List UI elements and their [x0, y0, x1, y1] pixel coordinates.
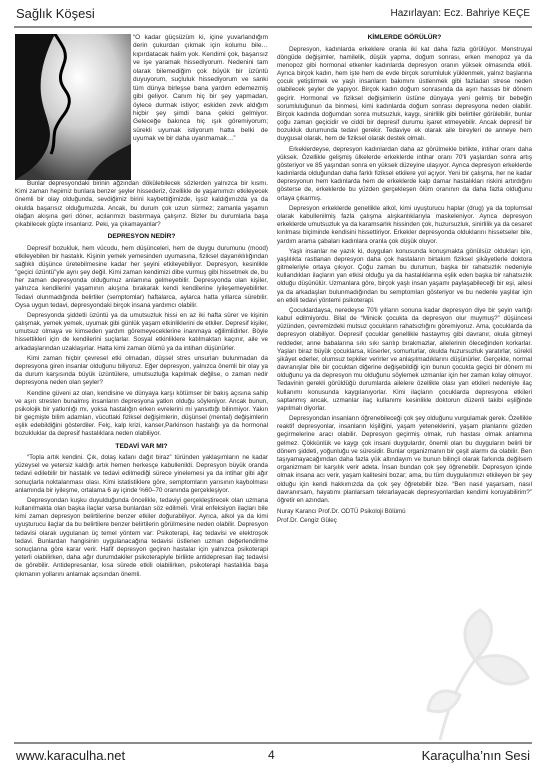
- left-column: [15, 34, 268, 581]
- paragraph: Kimi zaman hiçbir çevresel etki olmadan, düşsel stres unsurları bulunmadan da depresyona giren insanlar olduğunu biliyoruz. Eğer depresyon, yalnızca önemli bir olay ya da durum karşısında büyük üzüntülere, umutsuzluğa kapılmak değilse, o zaman nedir depresyona neden olan şeyler?: [15, 354, 268, 387]
- paragraph: Depresyonda şiddetli üzüntü ya da umutsuzluk hissi en az iki hafta sürer ve kişinin çalışmak, yemek yemek, uyumak gibi günlük yaşam etkinliklerini de etkiler. Depresif kişiler, umutsuz olmaya ve kimseden yardım göremeyeceklerine inanmaya eğilimlidirler. Böyle hissettikleri için de kendilerini suçlarlar. Sosyal etkinliklere katılmaktan kaçınır, aile ve arkadaşlarından uzaklaşırlar. Hatta kimi zaman ölümü ya da intiharı düşünürler.: [15, 311, 268, 352]
- page-footer: [0, 742, 546, 768]
- flower-watermark-icon: [400, 600, 546, 750]
- paragraph: Depresif bozukluk, hem vücudu, hem düşünceleri, hem de duygu durumunu (mood) etkileyebilen bir hastalık. Kişinin yemek yemesinden uyumasına, fiziksel dayanıklılığından sağlıklı düşünce üretebilmesine kadar her şeyini etkileyebiliyor. Depresyon, kesinlikle "geçici üzüntü"yle aynı şey değil. Kimi zaman kendimizi dibe vurmuş gibi hissetmek de, bu her zaman depresyonda olduğumuz anlamına gelmeyebilir. Depresyonda olan kişiler, yalnızca kendilerini yaşamının akışına bırakarak kendi kendilerine iyileşemeyebilirler. Tedavi olunmadığında belirtiler (semptomlar) haftalarca, aylarca hatta yıllarca sürebilir. Oysa uygun tedavi, depresyondaki birçok insana yardımcı olabilir.: [15, 244, 268, 309]
- page-number: 4: [268, 748, 275, 762]
- author-credit: Hazırlayan: Ecz. Bahriye KEÇE: [390, 8, 530, 19]
- heading-treatment: TEDAVİ VAR MI?: [115, 442, 168, 450]
- quote-figure: [15, 34, 268, 180]
- paragraph: Çocuklardaysa, neredeyse 70'li yılların sonuna kadar depresyon diye bir şeyin varlığı kabul edilmiyordu. Bilal de “Minicik çocukta da depresyon olur muymuş?” düşüncesi yüzünden, çevremizdeki mutsuz çocukların rahatsızlığını göremiyoruz. Ama, çocuklarda da depresyon olabiliyor. Depresif çocuklar genellikle hastaymış gibi davranır, okula gitmeyi reddeder, anne babalarına sıkı sıkı sarılıp bırakmazlar, ailelerinin öleceğinden korkarlar. Yaşları biraz büyük çocuklarsa, küserler, somurturlar, okulda huzursuzluk yaratırlar, sürekli şikâyet ederler, olumsuz tepkiler verirler ve anlaşılmadıklarını düşünürler. Gerçekte, normal davranışlar bile bir çocuktan diğerine değişebildiği için bunun çocukta geçici bir dönem mi olduğunu ya da depresyon mu olduğunu söylemek uzmanlar için her zaman kolay olmuyor. Tedavinin gerekli görüldüğü durumlarda ailelere özellikle olası yan etkileri nedeniyle ilaç kullanımı konusunda kaygılanıyorlar. Kimi ilaçların çocuklarda depresyona etkileri saptanmış ancak, uzmanlar ilaç kullanımı kesinlikle doktorun düzenli takibi eşliğinde yapılmalı diyorlar.: [277, 306, 532, 412]
- signature-block: [277, 508, 532, 525]
- heading-what-is-depression: DEPRESYON NEDİR?: [107, 233, 176, 241]
- heading-who-gets-it: KİMLERDE GÖRÜLÜR?: [367, 34, 442, 41]
- website-url: www.karaculha.net: [16, 748, 126, 763]
- signature-line: Nuray Karancı Prof.Dr. ODTÜ Psikoloji Bölümü: [277, 508, 406, 516]
- publication-name: Karaçulha’nın Sesi: [421, 748, 530, 763]
- signature-line: Prof.Dr. Cengiz Güleç: [277, 517, 337, 525]
- paragraph: Depresyondan kuşku duyulduğunda öncelikle, tedaviyi gerçekleştirecek olan uzmana kullanılmakta olan başka ilaçlar varsa bunlardan söz edilmeli. Viral enfeksiyon ilaçları bile kimi zaman depresyon belirtilerine benzer etkiler doğurabiliyor. Ayrıca, alkol ya da kimi uyuşturucu ilaçlar da bu belirtilere benzer belirtilerin görülmesine neden olabilir. Depresyon tedavisi olarak uygulanan üç temel yöntem var: Psikoterapi, ilaç tedavisi ve elektroşok tedavi. Bunlardan hangisinin uygulanacağına tedavisi üstlenen uzman değerlendirme sonuçlarına göre karar verir. Hafif depresyon geçiren hastalar için yalnızca psikoterapi yeterli olabilirken, daha ağır durumdakiler psikoterapiyle birlikte antidepresan ilaç tedavisi de görebilir. Antidepresanlar, kısa sürede etkili olabilirken, psikoterapi hastalıkla başa çıkmanın yollarını anlamak açısından önemli.: [15, 496, 268, 578]
- paragraph: Kendine güveni az olan, kendisine ve dünyaya karşı kötümser bir bakış açısına sahip ve aşırı stresten bunalmış insanların depresyona yatkın olduğu söyleniyor. Ancak bunun, psikolojik bir yatkınlığı mı, yoksa hastalığın erken evrelerini mi yansıttığı bilinmiyor. Yakın bir geçmişte bilim adamları, vücuttaki fiziksel değişimlerin, düşünsel (mental) değişimlerin eşlik edebildiğini gösterdiler. Felç, kalp krizi, kanser,Parkinson hastalığı ya da hormonal bozukluklar da depresif hastalıklara neden olabiliyor.: [15, 389, 268, 438]
- paragraph: Depresyon, kadınlarda erkeklere oranla iki kat daha fazla görülüyor. Menstruyal döngüde değişimler, hamilelik, düşük yapma, doğum sonrası, erken menopoz ya da menopoz gibi hormonal etkenler kadınlarda depresyon oranın yüksek olmasında etkili. Ayrıca birçok kadın, hem işte hem de evde birçok sorumluluk yüklenmek, yalnız başlarına çocuk yetiştirmek ve yaşlı insanların bakımını üstlenmek gibi fazladan strese neden olabilecek şeyler de yapıyor. Birçok kadın doğum sonrasında da aşırı hassas bir dönem geçirir. Hormonal ve fiziksel değişimlerin üstüne dünyaya yeni gelmiş bir bebeğin sorumluluğunun da binmesi, kimi kadınlarda doğum sonrası depresyona neden olabilir. Birçok kadında doğumdan sonra mutsuzluk, kaygı, sinirlilik gibi belirtiler görülebilir, bunlar çoğu zaman geçicidir ve ciddi bir depresif durumu işaret etmeyebilir. Ancak depresif bir bozukluk durumunda tedavi gerekir. Tedaviye ek olarak aile bireyleri de anneye hem duygusal olarak, hem de fiziksel olarak destek olmalı.: [277, 45, 532, 143]
- page-header: [0, 0, 546, 28]
- right-column: [277, 34, 532, 526]
- paragraph: “Topla artık kendini. Çık, dolaş kafanı dağıt biraz” türünden yaklaşımların ne kadar yüzeysel ve yetersiz kaldığı artık hemen herkesçe kabullenildi. Depresyon büyük oranda tedavi edilebilir bir hastalık ve tedavi edilmediği sürece yinelemesi ya da intihar gibi ağır sonuçlarla noktalanması olası. Kimi istatistiklere göre, semptomların yarısının kaybolması anlamında bir iyileşme, ortalama 6 ay içinde %60–70 oranında gerçekleşiyor.: [15, 454, 268, 494]
- silhouette-image: [15, 34, 131, 180]
- paragraph: Depresyondan insanların öğrenebileceği çok şey olduğunu vurgulamak gerek. Özellikle reaktif depresyonlar, insanların kişiliğini, yaşam yeteneklerini, yaşam planlarını gözden geçirmelerine aracı olabilir. Depresyon geçirmiş olmak, ruh hastası olmak anlamına gelmez. Çökkünlük ve kaygı çok insani duygulardır, önemli olan bu duyguların belirli bir dönem şiddeti, yoğunluğu ve süresidir. Bunlar organizmanın bir çeşit alarmı da olabilir. Ben taşıyamayacağımdan daha fazla yük altındayım ve bunun bilinçli olarak farkında değilsem organizmam bir karşılık verir adeta. İnsan bundan çok şey öğrenebilir. Depresyon içinde olmak insana acı verir, yaşam kalitesini bozar; ama, bu tüm duygularımızı etkileyen bir şey olduğu için kendi hakkımızda da çok şey öğretebilir bize. “Ben nasıl yaşarsam, nasıl davranırsam, hayatımı planlarsam tekrarlayacak depresyonlardan kendimi koruyabilirim?” öğretir en azından.: [277, 415, 532, 504]
- header-rule: [14, 26, 532, 28]
- section-title: Sağlık Köşesi: [16, 6, 95, 21]
- intro-paragraph: Bunlar depresyondaki birinin ağzından dökülebilecek sözlerden yalnızca bir kısmı. Kimi zaman hepimiz bunlara benzer şeyler hissederiz, özellikle de yaşamımızı etkileyecek önemli bir olay olduğunda, sevdiğimiz birini kaybettiğimizde, işsiz kaldığımızda ya da okulda başarısız olduğumuzda. Ancak, bu durum çok uzun sürmez; zamanla yaşamın olağan akışına geri döner, acılarımızı bastırmaya çalışırız. Bizler bu durumlarla başa çıkabilecek güçte insanlarız. Peki, ya çıkamayanlar?: [15, 180, 268, 228]
- paragraph: Depresyon erkeklerde genellikle alkol, kimi uyuşturucu haplar (drug) ya da toplumsal olarak kabullenilmiş fazla çalışma alışkanlıklarıyla maskeleniyor. Ayrıca depresyon erkeklerde umutsuzluk ya da karamsarlık hissinden çok, huzursuzluk, sinirlilik ya da cesaret kırılması biçiminde kendisini hissettiriyor. Erkekler depresyonda olduklarını hissetseler bile, yardım arama çabaları kadınlara oranla çok düşük oluyor.: [277, 204, 532, 245]
- paragraph: Yaşlı insanlar ne yazık ki, duyguları konusunda konuşmakta gönülsüz oldukları için, yaşlılıkta rastlanan depresyon daha çok hastaların birtakım fiziksel şikâyetlerle doktora gitmeleriyle ortaya çıkıyor. Çoğu zaman bu durumun, başka bir rahatsızlık nedeniyle kullandıkları ilaçların yan etkisi olduğu ya da hastalıklarına eşlik eden başka bir rahatsızlık olduğu düşünülür. Uzmanlara göre, birçok yaşlı insan yaşamı paylaşabileceği bir eşi, ailesi ya da arkadaşları bulunmadığından bu semptomları gösteriyor ve bu nedenle yaşlılar için en etkili tedavi yöntemi psikoterapi.: [277, 247, 532, 304]
- footer-rule: [14, 742, 532, 744]
- paragraph: Erkeklerdeyse, depresyon kadınlardan daha az görülmekle birlikte, intihar oranı daha yüksek. Özellikle gelişmiş ülkelerde erkeklerde intihar oranı 70'li yaşlardan sonra artış gösteriyor ve 85 yaşından sonra en yüksek düzeyine ulaşıyor. Ayrıca depresyon erkeklerde kadınlarda olduğundan daha farklı fiziksel etkilere yol açıyor. Yeni bir çalışma, her ne kadar depresyonun hem kadınlarda hem de erkeklerde kalp damar hastalıkları riskini artırdığını gösterse de, erkeklerde bu yüzden gerçekleşen ölüm oranının da daha fazla olduğunu ortaya çıkarmış.: [277, 145, 532, 202]
- quote-text: “O kadar güçsüzüm ki, içine yuvarlandığım derin çukurdan çıkmak için kolumu bile… kıpırdatacak halim yok. Kendimi çok, başarısız ve işe yaramak hissediyorum. Nedenini tam olarak bilemediğim çok büyük bir üzüntü duyuyorum, suçluluk hissediyorum ve sanki tüm dünya birleşse bana yardım edemezmiş gibi geliyor. Canım hiç bir şey yapmadan, öylece durmak istiyor; eskiden zevk aldığım hiçbir şey şimdi bana çekici gelmiyor. Geleceğe bakınca hiç ışık göremiyorum; sürekli uyumak istiyorum hatta belki de uyumak ve bir daha uyanmamak…”: [133, 34, 268, 143]
